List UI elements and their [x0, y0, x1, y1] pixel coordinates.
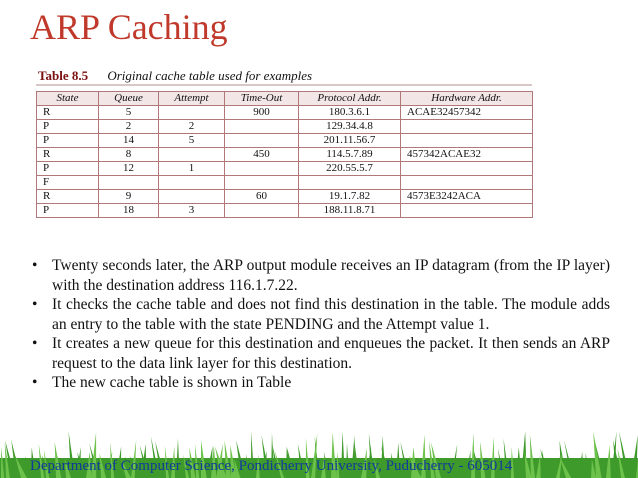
cell-protocol-addr: 220.55.5.7 — [299, 162, 401, 176]
cell-protocol-addr: 129.34.4.8 — [299, 120, 401, 134]
header-hardware-addr: Hardware Addr. — [401, 92, 533, 106]
slide-title: ARP Caching — [30, 7, 228, 47]
cell-hardware-addr — [401, 176, 533, 190]
table-row — [37, 204, 533, 218]
header-queue: Queue — [99, 92, 159, 106]
cell-state: P — [37, 120, 99, 134]
cell-attempt: 3 — [159, 204, 225, 218]
bullet-item: • It creates a new queue for this destination and enqueues the packet. It then sends an ARP request to the data link layer for this destination. — [30, 334, 610, 373]
cell-protocol-addr: 201.11.56.7 — [299, 134, 401, 148]
cell-time-out — [225, 134, 299, 148]
cell-state: R — [37, 190, 99, 204]
cell-state: P — [37, 204, 99, 218]
bullet-item: • Twenty seconds later, the ARP output module receives an IP datagram (from the IP layer) with the destination address 116.1.7.22. — [30, 256, 610, 295]
cell-state: R — [37, 148, 99, 162]
cell-queue: 2 — [99, 120, 159, 134]
table-row — [37, 162, 533, 176]
cell-attempt — [159, 190, 225, 204]
header-time-out: Time-Out — [225, 92, 299, 106]
table-header-row — [37, 92, 533, 106]
cell-time-out: 60 — [225, 190, 299, 204]
cell-time-out: 900 — [225, 106, 299, 120]
cell-time-out — [225, 176, 299, 190]
header-attempt: Attempt — [159, 92, 225, 106]
cell-state: P — [37, 162, 99, 176]
cell-protocol-addr: 114.5.7.89 — [299, 148, 401, 162]
cell-hardware-addr: ACAE32457342 — [401, 106, 533, 120]
cell-attempt — [159, 106, 225, 120]
cell-queue: 12 — [99, 162, 159, 176]
bullet-item: • The new cache table is shown in Table — [30, 373, 610, 393]
cell-protocol-addr — [299, 176, 401, 190]
cell-queue: 9 — [99, 190, 159, 204]
cell-time-out — [225, 204, 299, 218]
cell-attempt — [159, 148, 225, 162]
cell-hardware-addr — [401, 162, 533, 176]
cell-queue: 8 — [99, 148, 159, 162]
bullet-item: • It checks the cache table and does not find this destination in the table. The module adds an entry to the table with the state PENDING and the Attempt value 1. — [30, 295, 610, 334]
table-row — [37, 134, 533, 148]
table-description: Original cache table used for examples — [107, 68, 313, 83]
table-row — [37, 120, 533, 134]
cell-hardware-addr — [401, 134, 533, 148]
table-caption — [38, 68, 312, 84]
bullet-list — [30, 256, 610, 393]
cell-protocol-addr: 188.11.8.71 — [299, 204, 401, 218]
cell-queue: 5 — [99, 106, 159, 120]
table-label: Table 8.5 — [38, 68, 89, 83]
table-row — [37, 176, 533, 190]
cell-hardware-addr: 457342ACAE32 — [401, 148, 533, 162]
footer-text: Department of Computer Science, Pondicherry University, Puducherry - 605014 — [30, 458, 513, 474]
cell-time-out — [225, 162, 299, 176]
arp-cache-table — [36, 91, 533, 218]
cell-queue: 14 — [99, 134, 159, 148]
cell-attempt — [159, 176, 225, 190]
table-row — [37, 148, 533, 162]
cell-time-out: 450 — [225, 148, 299, 162]
table-row — [37, 190, 533, 204]
cell-protocol-addr: 19.1.7.82 — [299, 190, 401, 204]
caption-divider — [36, 84, 532, 86]
cell-queue: 18 — [99, 204, 159, 218]
cell-hardware-addr — [401, 204, 533, 218]
cell-hardware-addr: 4573E3242ACA — [401, 190, 533, 204]
cell-queue — [99, 176, 159, 190]
header-protocol-addr: Protocol Addr. — [299, 92, 401, 106]
cell-state: F — [37, 176, 99, 190]
cell-time-out — [225, 120, 299, 134]
cell-protocol-addr: 180.3.6.1 — [299, 106, 401, 120]
cell-hardware-addr — [401, 120, 533, 134]
cell-attempt: 2 — [159, 120, 225, 134]
table-row — [37, 106, 533, 120]
cell-attempt: 1 — [159, 162, 225, 176]
cell-attempt: 5 — [159, 134, 225, 148]
header-state: State — [37, 92, 99, 106]
cell-state: R — [37, 106, 99, 120]
cell-state: P — [37, 134, 99, 148]
